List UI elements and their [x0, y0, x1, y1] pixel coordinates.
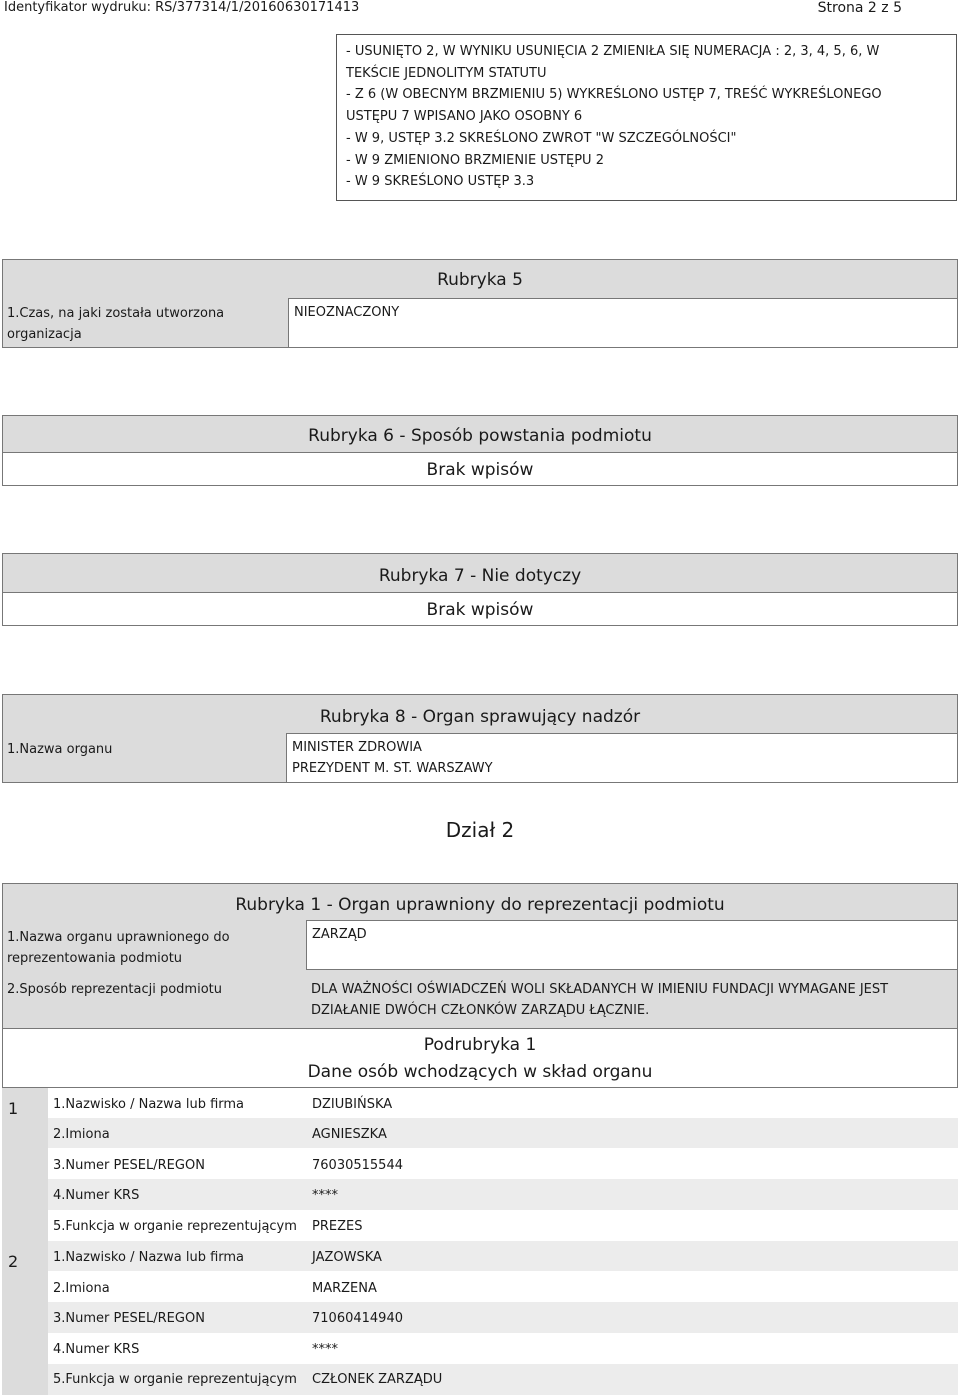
rubryka-5-title: Rubryka 5: [437, 270, 523, 290]
person-number: 1: [8, 1099, 19, 1118]
person-field-value: 71060414940: [312, 1311, 403, 1326]
person-field-label: 3.Numer PESEL/REGON: [53, 1158, 205, 1173]
note-line: - W 9 ZMIENIONO BRZMIENIE USTĘPU 2: [346, 152, 604, 168]
organ-name-label: 1.Nazwa organu uprawnionego do reprezentowania podmiotu: [7, 930, 230, 966]
note-line: - Z 6 (W OBECNYM BRZMIENIU 5) WYKREŚLONO USTĘP 7, TREŚĆ WYKREŚLONEGO: [346, 87, 882, 103]
note-line: USTĘPU 7 WPISANO JAKO OSOBNY 6: [346, 109, 583, 125]
podrubryka-1-subtitle: Dane osób wchodzących w skład organu: [307, 1062, 653, 1082]
person-field-label: 1.Nazwisko / Nazwa lub firma: [53, 1097, 245, 1112]
person-field-value: JAZOWSKA: [312, 1250, 382, 1265]
rubryka-7-title: Rubryka 7 - Nie dotyczy: [378, 566, 582, 586]
row-shade: [48, 1179, 958, 1210]
note-line: - USUNIĘTO 2, W WYNIKU USUNIĘCIA 2 ZMIENIŁA SIĘ NUMERACJA : 2, 3, 4, 5, 6, W: [346, 44, 880, 59]
person-field-value: ****: [312, 1342, 338, 1357]
rubryka-8-title: Rubryka 8 - Organ sprawujący nadzór: [319, 707, 641, 727]
note-line: - W 9, USTĘP 3.2 SKREŚLONO ZWROT "W SZCZEGÓLNOŚCI": [346, 130, 737, 146]
rubryka-8-label: 1.Nazwa organu: [7, 742, 113, 757]
representation-label: 2.Sposób reprezentacji podmiotu: [7, 982, 222, 997]
note-line: TEKŚCIE JEDNOLITYM STATUTU: [346, 65, 547, 81]
person-field-label: 1.Nazwisko / Nazwa lub firma: [53, 1250, 245, 1265]
note-line: - W 9 SKREŚLONO USTĘP 3.3: [346, 174, 535, 190]
dzial-2-rubryka-1-title: Rubryka 1 - Organ uprawniony do reprezentacji podmiotu: [235, 895, 725, 915]
row-shade: [48, 1118, 958, 1148]
person-field-label: 2.Imiona: [53, 1127, 110, 1142]
rubryka-8-value: [286, 733, 958, 783]
rubryka-8-value-line: MINISTER ZDROWIA: [292, 740, 422, 755]
person-field-value: CZŁONEK ZARZĄDU: [312, 1372, 443, 1387]
person-field-label: 2.Imiona: [53, 1281, 110, 1296]
person-field-value: DZIUBIŃSKA: [312, 1097, 393, 1112]
person-field-label: 5.Funkcja w organie reprezentującym: [53, 1372, 297, 1387]
rubryka-7-empty: Brak wpisów: [2, 592, 958, 626]
rubryka-5-label: 1.Czas, na jaki została utworzona organizacja: [7, 306, 225, 342]
person-field-value: PREZES: [312, 1219, 363, 1234]
print-identifier: Identyfikator wydruku: RS/377314/1/20160630171413: [4, 0, 360, 15]
organ-name-value: ZARZĄD: [306, 920, 958, 970]
person-field-label: 5.Funkcja w organie reprezentującym: [53, 1219, 297, 1234]
rubryka-6-empty: Brak wpisów: [2, 452, 958, 486]
person-number: 2: [8, 1252, 19, 1271]
person-field-label: 4.Numer KRS: [53, 1188, 140, 1203]
person-field-label: 4.Numer KRS: [53, 1342, 140, 1357]
person-field-value: ****: [312, 1188, 338, 1203]
person-field-value: AGNIESZKA: [312, 1127, 387, 1142]
representation-value: DLA WAŻNOŚCI OŚWIADCZEŃ WOLI SKŁADANYCH W IMIENIU FUNDACJI WYMAGANE JEST DZIAŁANIE DWÓCH CZŁONKÓW ZARZĄDU ŁĄCZNIE.: [311, 982, 889, 1018]
page-number: Strona 2 z 5: [817, 0, 902, 16]
person-field-value: MARZENA: [312, 1281, 377, 1296]
rubryka-6-title: Rubryka 6 - Sposób powstania podmiotu: [308, 426, 652, 446]
rubryka-5-value: NIEOZNACZONY: [288, 298, 958, 348]
rubryka-8-value-line: PREZYDENT M. ST. WARSZAWY: [292, 761, 493, 776]
dzial-2-title: Dział 2: [445, 818, 515, 842]
person-field-value: 76030515544: [312, 1158, 403, 1173]
amendment-notes: [336, 34, 957, 201]
person-field-label: 3.Numer PESEL/REGON: [53, 1311, 205, 1326]
podrubryka-1-title: Podrubryka 1: [423, 1035, 537, 1055]
